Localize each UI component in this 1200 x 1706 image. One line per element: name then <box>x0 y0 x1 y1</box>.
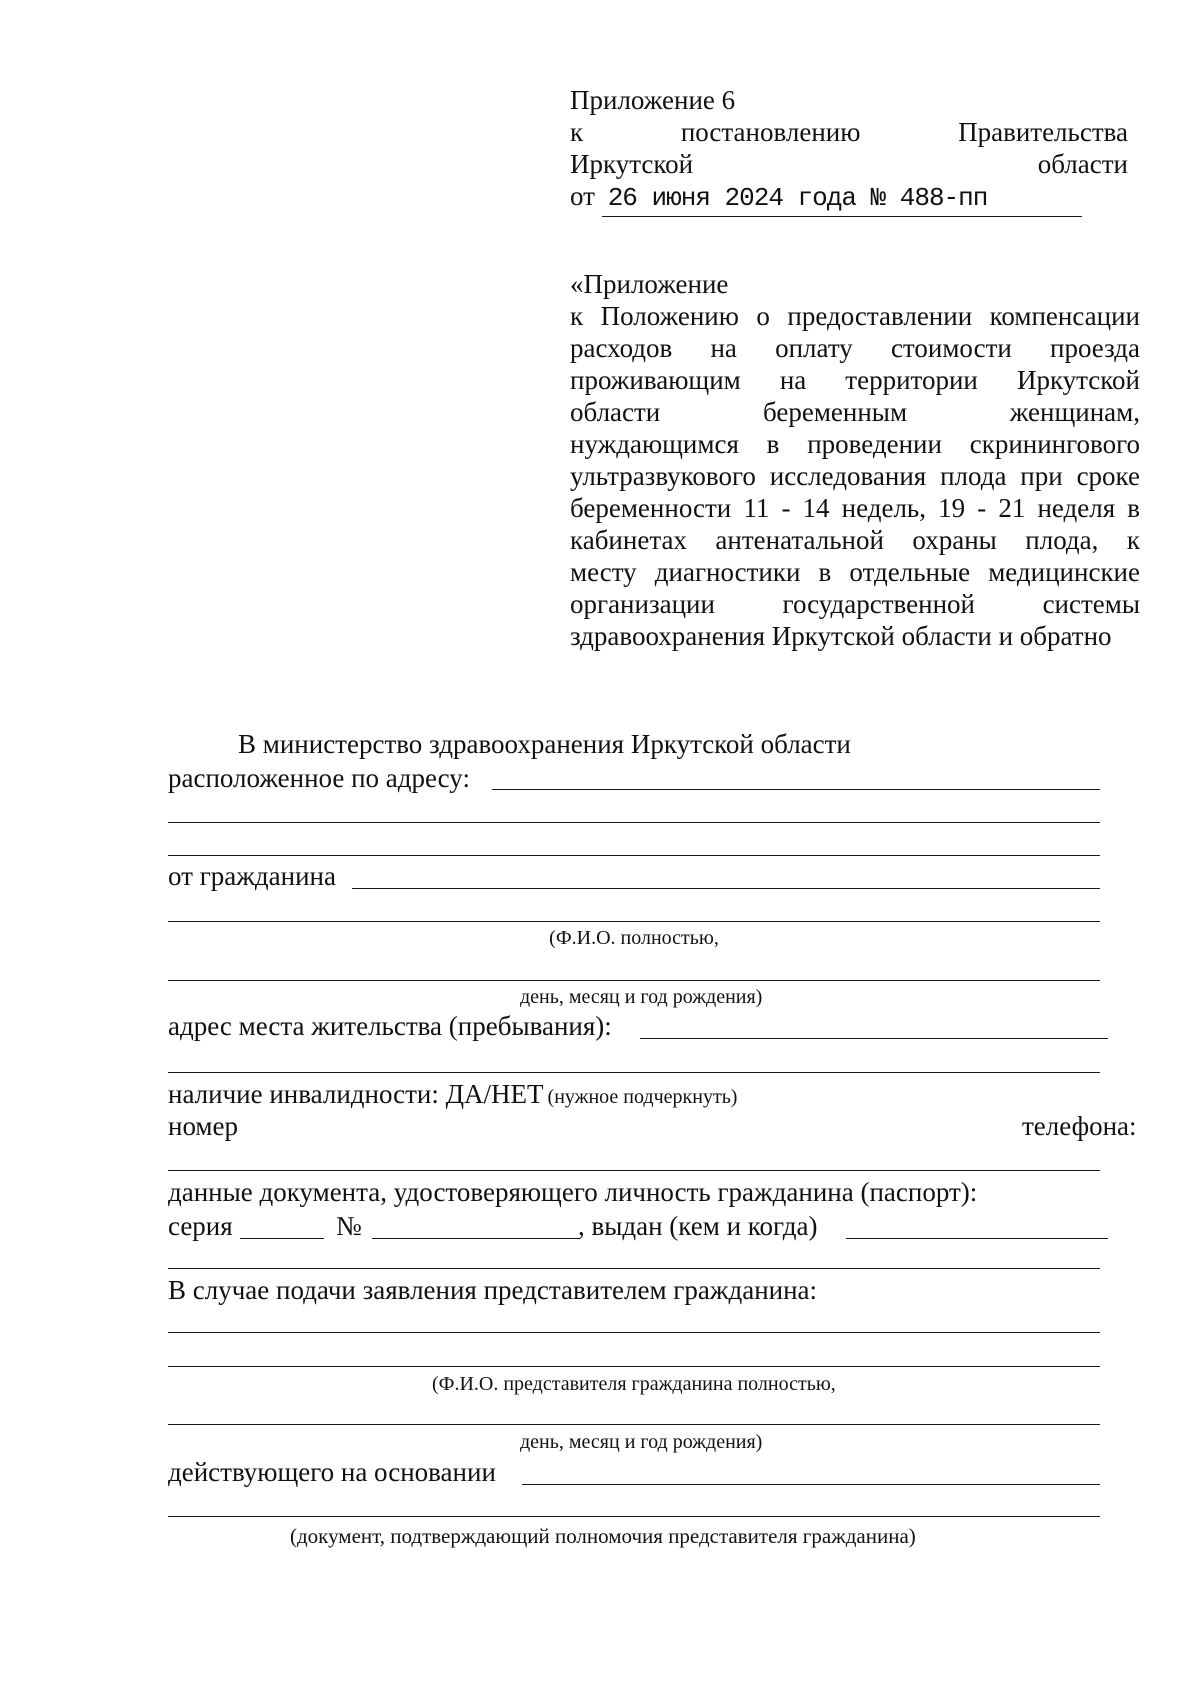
phone-label-1: номер <box>168 1111 239 1141</box>
appendix-block <box>570 268 1140 652</box>
representative-field-2[interactable] <box>168 1366 1100 1367</box>
citizen-name-field-2[interactable] <box>168 921 1100 922</box>
appendix-line: беременности 11 - 14 недель, 19 - 21 неделя в <box>570 493 1140 523</box>
address-field-1[interactable] <box>492 789 1100 790</box>
representative-field-1[interactable] <box>168 1332 1100 1333</box>
government-word: Правительства <box>958 117 1129 147</box>
residence-field-2[interactable] <box>168 1072 1100 1073</box>
acting-basis-label: действующего на основании <box>168 1457 496 1487</box>
rep-fio-hint: (Ф.И.О. представителя гражданина полностью, <box>432 1373 836 1395</box>
passport-number-field[interactable] <box>372 1238 580 1239</box>
representative-field-3[interactable] <box>168 1424 1100 1425</box>
citizen-name-field-3[interactable] <box>168 980 1100 981</box>
representative-label: В случае подачи заявления представителем гражданина: <box>168 1275 818 1305</box>
series-field[interactable] <box>240 1238 324 1239</box>
ot-word: от <box>570 181 595 211</box>
disability-line <box>168 1078 737 1110</box>
from-citizen-label: от гражданина <box>168 861 336 891</box>
appendix-line: проживающим на территории Иркутской <box>570 365 1140 395</box>
decree-date-number: 26 июня 2024 года № 488-пп <box>607 183 988 213</box>
appendix-line: ультразвукового исследования плода при сроке <box>570 461 1140 491</box>
acting-basis-field-2[interactable] <box>168 1516 1100 1517</box>
acting-basis-field-1[interactable] <box>522 1484 1100 1485</box>
to-decree-line <box>570 116 1128 148</box>
address-field-3[interactable] <box>168 855 1100 856</box>
region-line <box>570 148 1128 180</box>
appendix-line: кабинетах антенатальной охраны плода, к <box>570 525 1140 555</box>
disability-label: наличие инвалидности: ДА/НЕТ <box>168 1079 544 1109</box>
decree-date-line <box>570 180 1128 214</box>
appendix-line: нуждающимся в проведении скринингового <box>570 429 1140 459</box>
birth-hint: день, месяц и год рождения) <box>520 986 763 1008</box>
to-decree-k: к <box>570 117 584 147</box>
to-decree-word: постановлению <box>680 117 861 147</box>
residence-label: адрес места жительства (пребывания): <box>168 1011 612 1041</box>
appendix-line: расходов на оплату стоимости проезда <box>570 333 1140 363</box>
appendix-title: «Приложение <box>570 269 729 299</box>
appendix-header <box>570 84 1128 214</box>
phone-label-2: телефона: <box>1022 1111 1137 1141</box>
address-field-2[interactable] <box>168 822 1100 823</box>
appendix-number: Приложение 6 <box>570 85 736 115</box>
addressee: В министерство здравоохранения Иркутской области <box>238 729 851 759</box>
appendix-line: к Положению о предоставлении компенсации <box>570 301 1140 331</box>
issued-label: , выдан (кем и когда) <box>578 1211 818 1241</box>
issued-field-1[interactable] <box>846 1238 1108 1239</box>
fio-hint: (Ф.И.О. полностью, <box>549 927 719 949</box>
appendix-line: здравоохранения Иркутской области и обратно <box>570 621 1112 651</box>
disability-hint: (нужное подчеркнуть) <box>547 1086 738 1108</box>
series-label: серия <box>168 1211 233 1241</box>
oblast-word: области <box>1037 149 1128 179</box>
rep-birth-hint: день, месяц и год рождения) <box>520 1431 763 1453</box>
region-word: Иркутской <box>570 149 694 179</box>
appendix-line: организации государственной системы <box>570 589 1140 619</box>
phone-field[interactable] <box>168 1170 1100 1171</box>
located-at-label: расположенное по адресу: <box>168 763 470 793</box>
id-document-label: данные документа, удостоверяющего личность гражданина (паспорт): <box>168 1177 978 1207</box>
issued-field-2[interactable] <box>168 1268 1100 1269</box>
residence-field-1[interactable] <box>640 1038 1108 1039</box>
authority-doc-hint: (документ, подтверждающий полномочия представителя гражданина) <box>290 1524 916 1548</box>
number-sign: № <box>336 1211 362 1241</box>
decree-date-underline <box>602 216 1082 217</box>
citizen-name-field-1[interactable] <box>352 888 1100 889</box>
appendix-line: области беременным женщинам, <box>570 397 1140 427</box>
appendix-line: месту диагностики в отдельные медицинские <box>570 557 1140 587</box>
